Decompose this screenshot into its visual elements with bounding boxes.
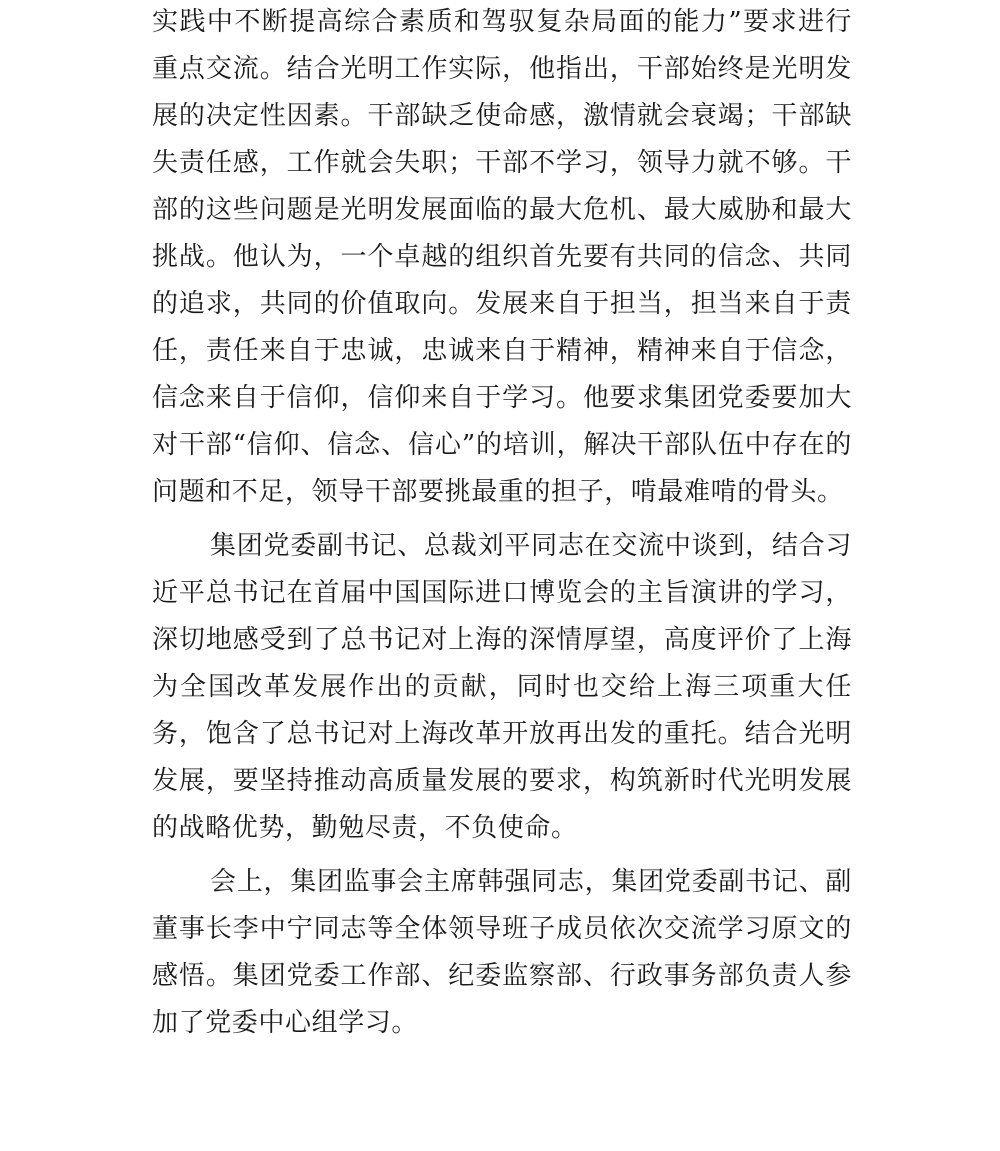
- paragraph-continuation: 实践中不断提高综合素质和驾驭复杂局面的能力”要求进行重点交流。结合光明工作实际，他指出，干部始终是光明发展的决定性因素。干部缺乏使命感，激情就会衰竭；干部缺失责任感，工作就会失职；干部不学习，领导力就不够。干部的这些问题是光明发展面临的最大危机、最大威胁和最大挑战。他认为，一个卓越的组织首先要有共同的信念、共同的追求，共同的价值取向。发展来自于担当，担当来自于责任，责任来自于忠诚，忠诚来自于精神，精神来自于信念，信念来自于信仰，信仰来自于学习。他要求集团党委要加大对干部“信仰、信念、信心”的培训，解决干部队伍中存在的问题和不足，领导干部要挑最重的担子，啃最难啃的骨头。: [152, 7, 852, 507]
- paragraph-meeting-summary: 会上，集团监事会主席韩强同志，集团党委副书记、副董事长李中宁同志等全体领导班子成员依次交流学习原文的感悟。集团党委工作部、纪委监察部、行政事务部负责人参加了党委中心组学习。: [152, 867, 852, 1038]
- document-page: [152, 0, 852, 1047]
- paragraph-liuping-remarks: 集团党委副书记、总裁刘平同志在交流中谈到，结合习近平总书记在首届中国国际进口博览会的主旨演讲的学习，深切地感受到了总书记对上海的深情厚望，高度评价了上海为全国改革发展作出的贡献，同时也交给上海三项重大任务，饱含了总书记对上海改革开放再出发的重托。结合光明发展，要坚持推动高质量发展的要求，构筑新时代光明发展的战略优势，勤勉尽责，不负使命。: [152, 531, 852, 843]
